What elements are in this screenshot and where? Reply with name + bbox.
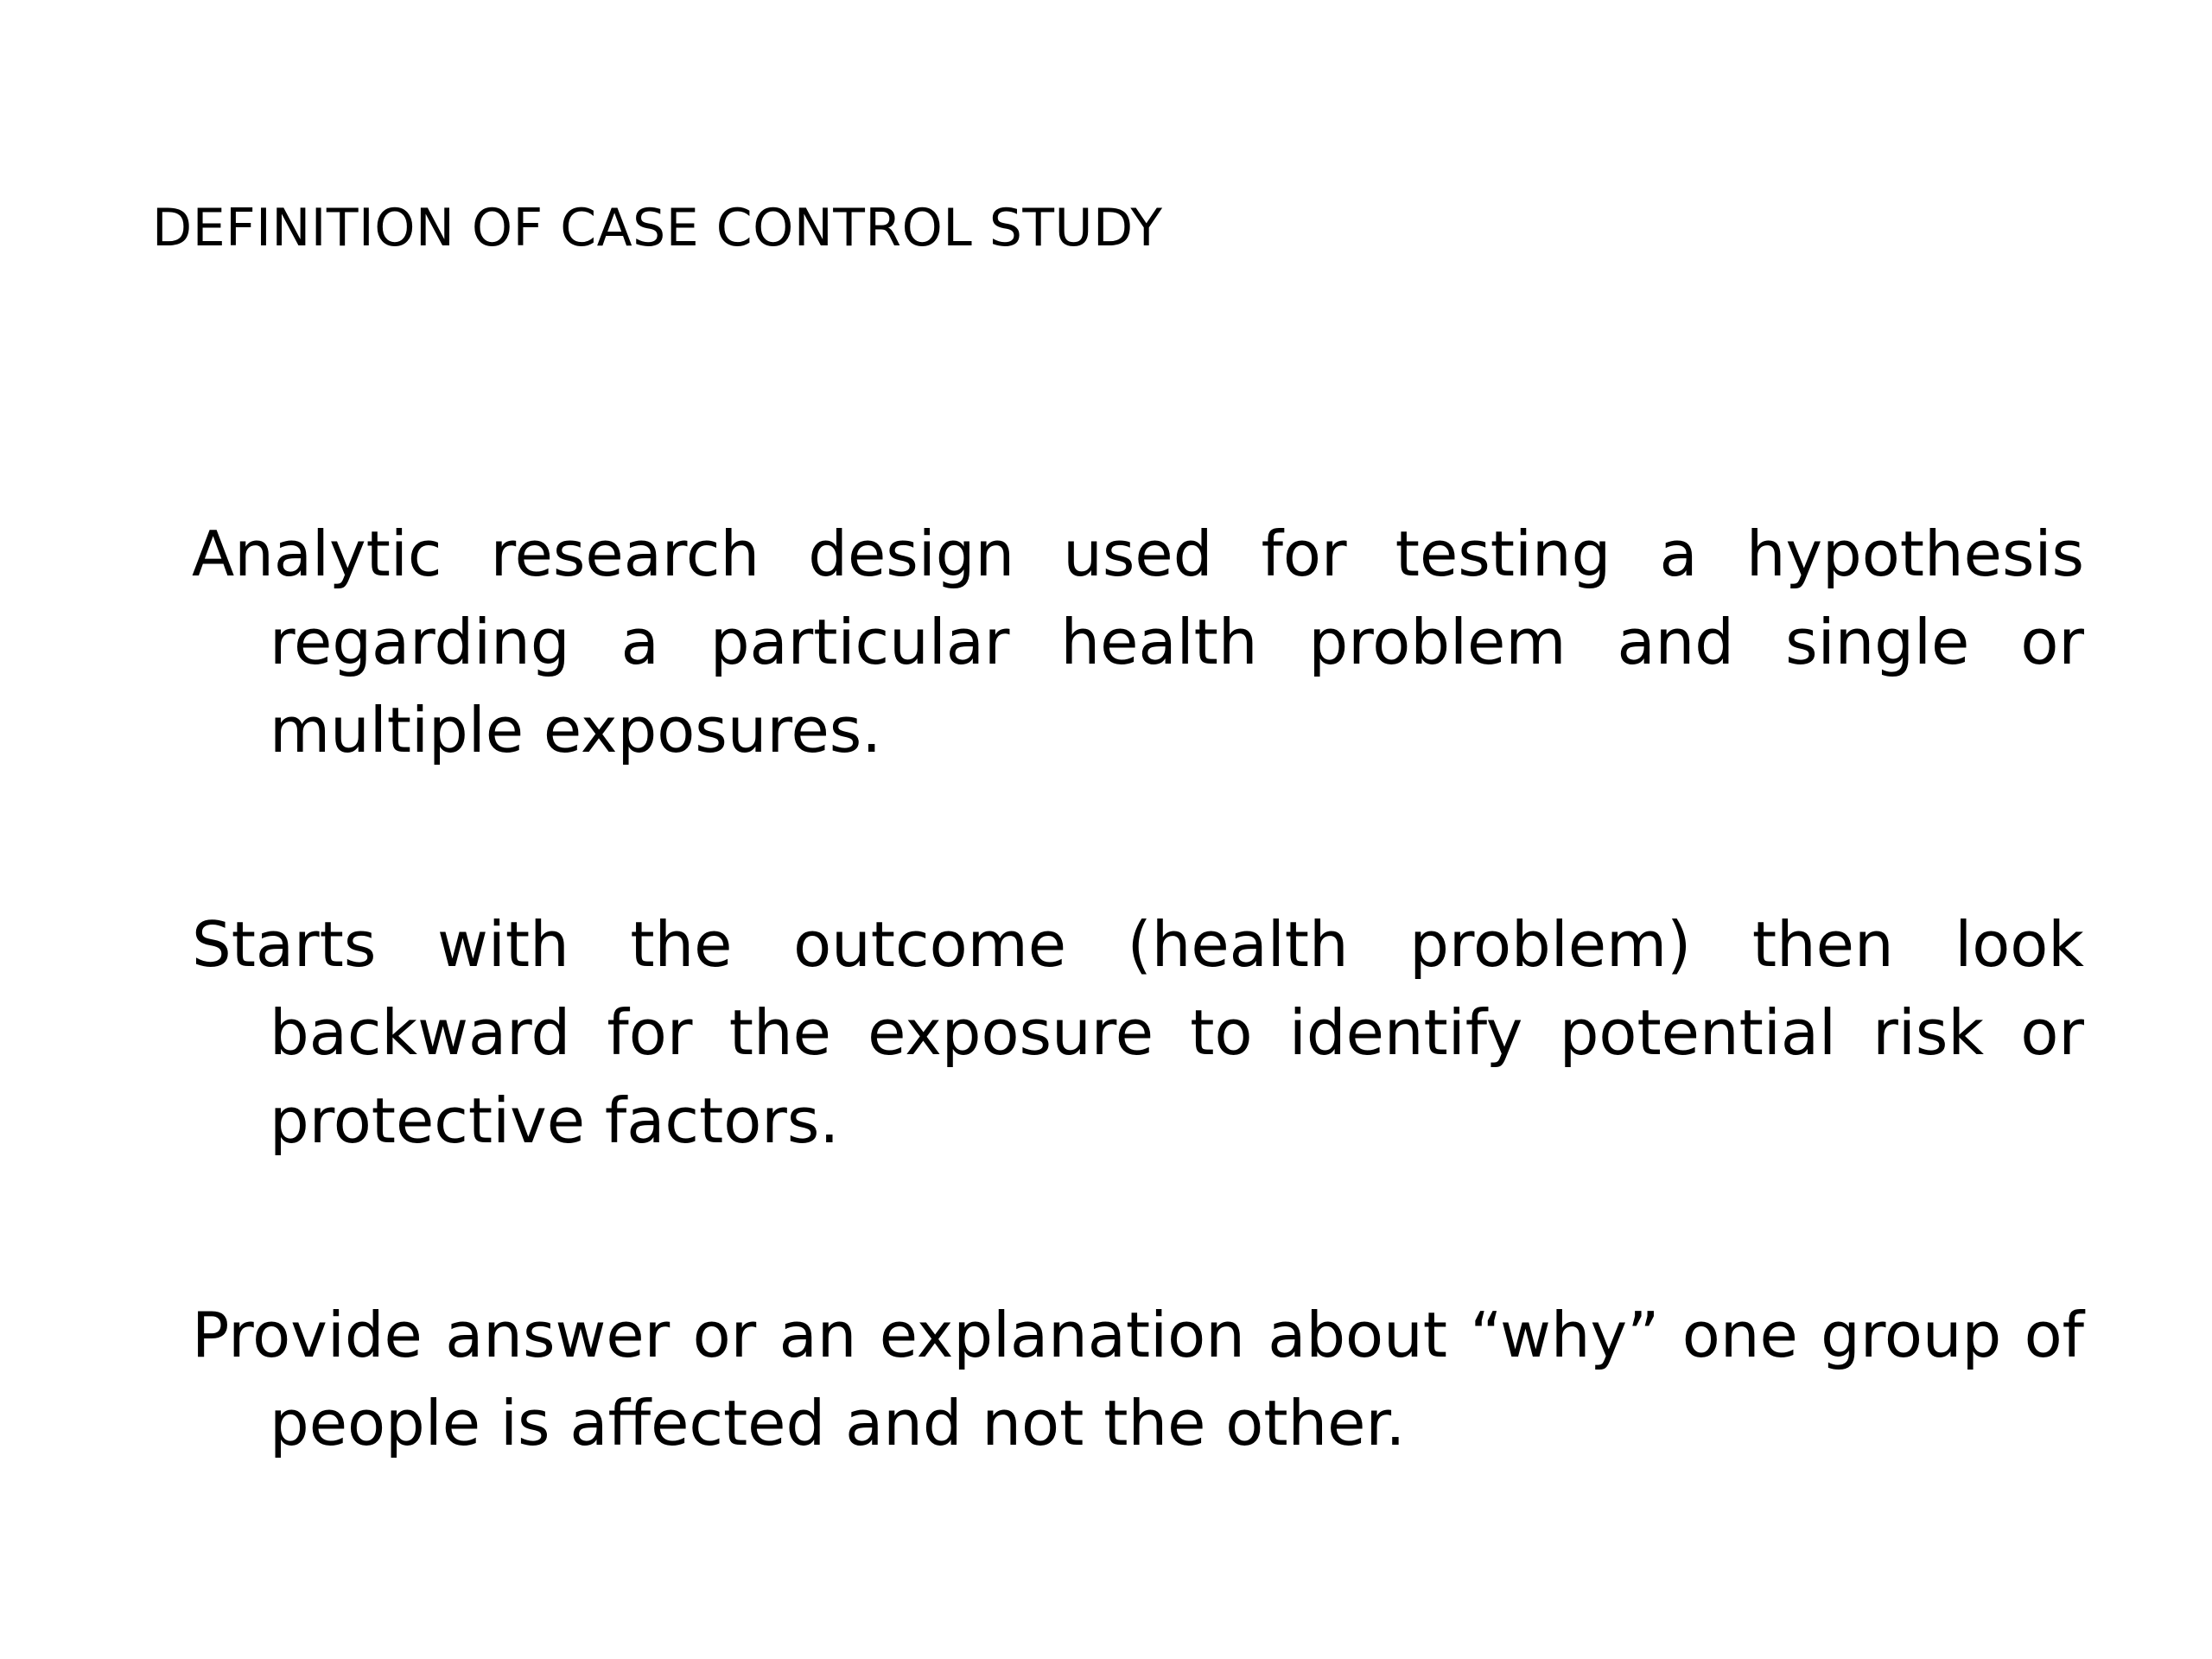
paragraph-starts-with-outcome: Starts with the outcome (health problem) then look backward for the exposure to identify potential risk or protective factors. — [192, 908, 2084, 1157]
slide-title: DEFINITION OF CASE CONTROL STUDY — [152, 198, 1163, 258]
paragraph-analytic-design: Analytic research design used for testing a hypothesis regarding a particular health problem and single or multiple exposures. — [192, 518, 2084, 766]
paragraph-provide-answer: Provide answer or an explanation about “why” one group of people is affected and not the other. — [192, 1299, 2084, 1459]
slide-body — [192, 510, 2084, 1467]
